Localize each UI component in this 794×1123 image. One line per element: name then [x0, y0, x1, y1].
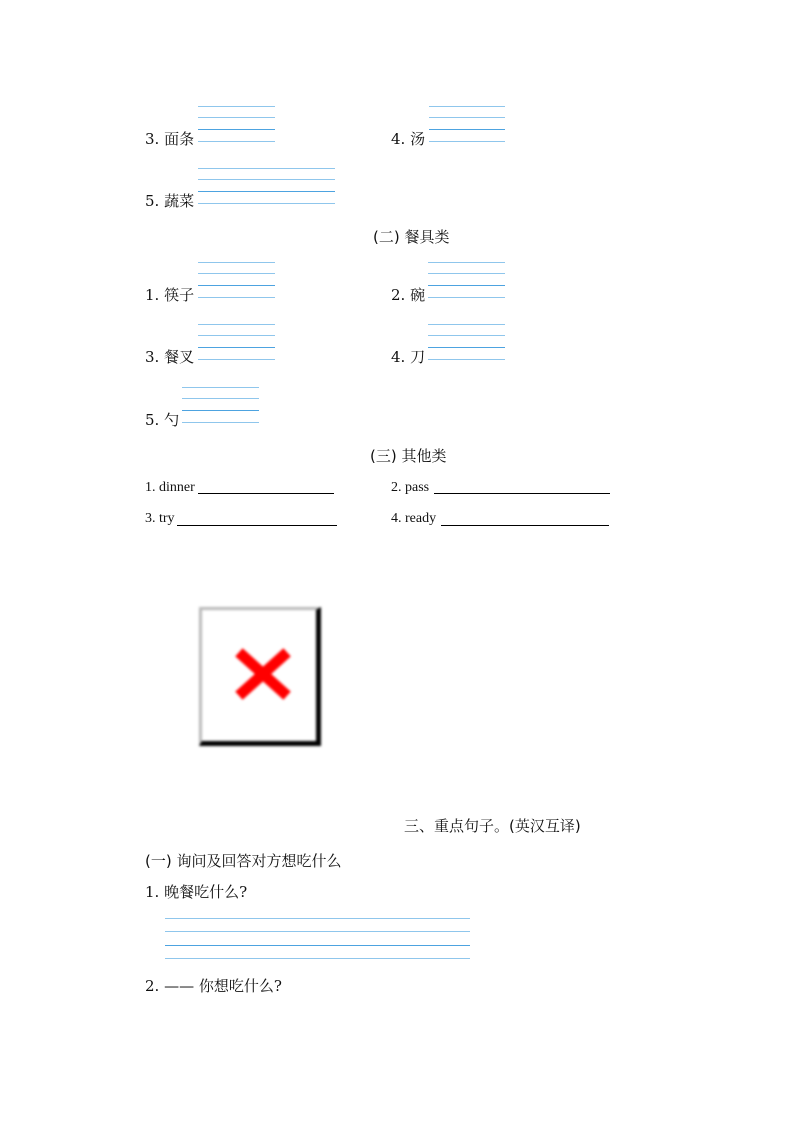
writing-lines-fork[interactable]	[198, 324, 275, 360]
others-item-pass: 2. pass	[391, 480, 430, 495]
writing-lines-sentence-1[interactable]	[165, 918, 470, 960]
others-item-try: 3. try	[145, 511, 175, 526]
writing-lines-vegetables[interactable]	[198, 168, 335, 204]
others-item-ready: 4. ready	[391, 511, 437, 526]
tableware-item-bowl: 2. 碗	[391, 286, 426, 304]
answer-line-ready[interactable]	[441, 525, 609, 526]
tableware-item-knife: 4. 刀	[391, 348, 426, 366]
writing-lines-knife[interactable]	[428, 324, 505, 360]
sentences-heading: 三、重点句子。(英汉互译)	[404, 817, 581, 835]
tableware-item-spoon: 5. 勺	[145, 411, 180, 429]
tableware-item-chopsticks: 1. 筷子	[145, 286, 195, 304]
writing-lines-chopsticks[interactable]	[198, 262, 275, 298]
sentence-item-2: 2. —— 你想吃什么?	[145, 977, 282, 995]
answer-line-try[interactable]	[177, 525, 337, 526]
others-heading: (三) 其他类	[370, 447, 447, 465]
sentence-item-1: 1. 晚餐吃什么?	[145, 883, 248, 901]
food-item-soup: 4. 汤	[391, 130, 426, 148]
answer-line-pass[interactable]	[434, 493, 610, 494]
writing-lines-noodles[interactable]	[198, 106, 275, 142]
food-item-vegetables: 5. 蔬菜	[145, 192, 195, 210]
broken-image-placeholder	[199, 607, 321, 746]
tableware-item-fork: 3. 餐叉	[145, 348, 195, 366]
answer-line-dinner[interactable]	[198, 493, 334, 494]
writing-lines-spoon[interactable]	[182, 387, 259, 423]
tableware-heading: (二) 餐具类	[373, 228, 450, 246]
broken-image-icon	[233, 644, 293, 704]
others-item-dinner: 1. dinner	[145, 480, 195, 495]
sentences-subheading: (一) 询问及回答对方想吃什么	[145, 852, 342, 870]
writing-lines-soup[interactable]	[429, 106, 505, 142]
food-item-noodles: 3. 面条	[145, 130, 195, 148]
writing-lines-bowl[interactable]	[428, 262, 505, 298]
